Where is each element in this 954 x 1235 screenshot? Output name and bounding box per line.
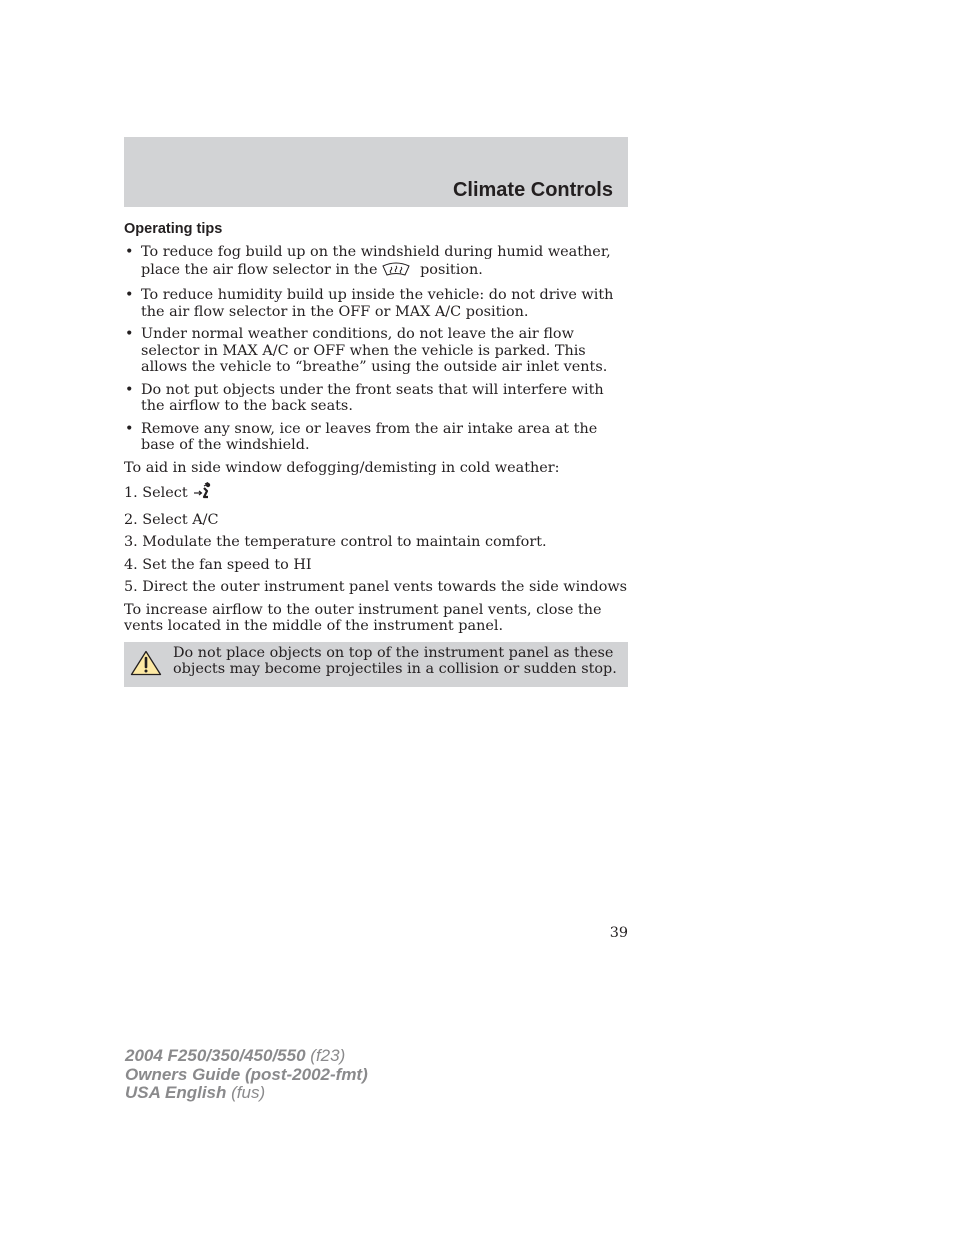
tip-text: Under normal weather conditions, do not leave the air flow selector in MAX A/C or OFF when the vehicle is parked. This allows the vehicle to “breathe” using the outside air inlet vents.: [141, 326, 608, 375]
floor-defrost-icon: [192, 482, 214, 505]
bullet-icon: •: [125, 244, 134, 260]
list-item: [124, 326, 628, 376]
footer-line-1: 2004 F250/350/450/550 (f23): [125, 1046, 346, 1065]
tips-list: [124, 244, 628, 454]
step-item: 3. Modulate the temperature control to maintain comfort.: [124, 534, 547, 550]
tip-text: Remove any snow, ice or leaves from the air intake area at the base of the windshield.: [141, 420, 598, 453]
list-item: [124, 382, 628, 415]
tip-text: To reduce humidity build up inside the vehicle: do not drive with the air flow selector in the OFF or MAX A/C position.: [141, 287, 614, 320]
footer-line-3: USA English (fus): [125, 1083, 266, 1102]
step-text: 1. Select: [124, 485, 188, 501]
step-item: [124, 482, 628, 505]
warning-triangle-icon: [130, 650, 162, 681]
list-item: [124, 287, 628, 320]
tip-text-after: position.: [420, 261, 483, 278]
warning-box: [124, 642, 628, 687]
step-item: 5. Direct the outer instrument panel vents towards the side windows: [124, 579, 628, 595]
page-content: [124, 221, 628, 687]
bullet-icon: •: [125, 287, 134, 303]
chapter-title: Climate Controls: [452, 179, 613, 201]
defog-intro: To aid in side window defogging/demisting in cold weather:: [124, 459, 560, 476]
list-item: [124, 244, 628, 281]
section-heading: Operating tips: [124, 221, 223, 237]
bullet-icon: •: [125, 326, 134, 342]
step-item: 4. Set the fan speed to HI: [124, 556, 312, 573]
page-number: 39: [609, 925, 628, 941]
step-item: 2. Select A/C: [124, 511, 219, 528]
section-header-band: [124, 137, 628, 207]
bullet-icon: •: [125, 381, 134, 398]
footer-line-2: Owners Guide (post-2002-fmt): [125, 1064, 368, 1084]
document-footer: [125, 1047, 368, 1103]
tip-text: Do not put objects under the front seats that will interfere with the airflow to the back seats.: [141, 381, 604, 414]
airflow-paragraph: To increase airflow to the outer instrument panel vents, close the vents located in the middle of the instrument panel.: [124, 601, 602, 634]
list-item: [124, 421, 628, 454]
warning-text: Do not place objects on top of the instrument panel as these objects may become projectiles in a collision or sudden stop.: [173, 644, 617, 677]
bullet-icon: •: [125, 420, 134, 437]
tip-text-before: To reduce fog build up on the windshield during humid weather, place the air flow selector in the: [141, 244, 611, 278]
defrost-icon: [381, 261, 411, 282]
